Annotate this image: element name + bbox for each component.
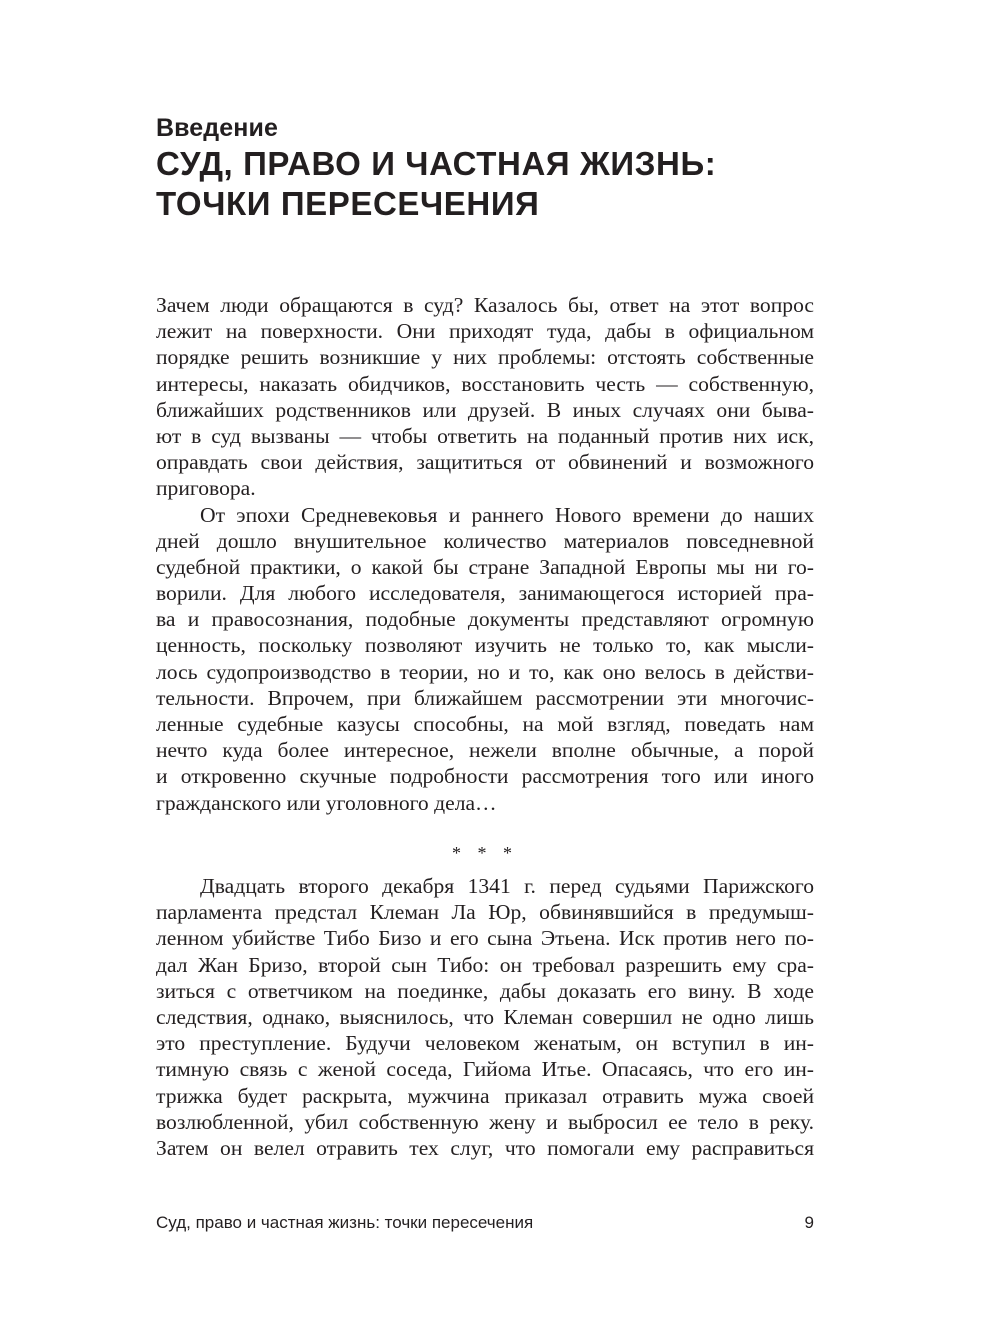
- text-line: ближайших родственников или друзей. В иных случаях они быва-: [156, 397, 814, 422]
- text-line: Двадцать второго декабря 1341 г. перед судьями Парижского: [200, 874, 814, 898]
- text-line: дал Жан Бризо, второй сын Тибо: он требовал разрешить ему сра-: [156, 952, 814, 977]
- text-line: порядке решить возникшие у них проблемы: отстоять собственные: [156, 345, 814, 370]
- text-line: и откровенно скучные подробности рассмотрения того или иного: [156, 764, 814, 789]
- running-title: Суд, право и частная жизнь: точки пересечения: [156, 1213, 534, 1232]
- text-line: трижка будет раскрыта, мужчина приказал отравить мужа своей: [156, 1083, 814, 1108]
- text-line: парламента предстал Клеман Ла Юр, обвинявшийся в предумыш-: [156, 900, 814, 925]
- text-line: следствия, однако, выяснилось, что Клеман совершил не одно лишь: [156, 1004, 814, 1029]
- text-line: интересы, наказать обидчиков, восстановить честь — собственную,: [156, 371, 814, 396]
- text-line: лось судопроизводство в теории, но и то, как оно велось в действи-: [156, 659, 814, 684]
- text-line: гражданского или уголовного дела…: [156, 790, 497, 815]
- body-section-2: [156, 873, 814, 1161]
- text-line: судебной практики, о какой бы стране Западной Европы мы ни го-: [156, 554, 814, 579]
- text-line: тимную связь с женой соседа, Гийома Итье. Опасаясь, что его ин-: [156, 1057, 814, 1082]
- text-line: ленном убийстве Тибо Бизо и его сына Этьена. Иск против него по-: [156, 926, 814, 951]
- text-line: ют в суд вызваны — чтобы ответить на поданный против них иск,: [156, 423, 814, 448]
- text-line: дней дошло внушительное количество материалов повседневной: [156, 528, 814, 553]
- text-line: ворили. Для любого исследователя, занимающегося историей пра-: [156, 581, 814, 606]
- text-line: От эпохи Средневековья и раннего Нового времени до наших: [200, 502, 814, 527]
- text-line: нечто куда более интересное, нежели вполне обычные, а порой: [156, 738, 814, 763]
- text-line: приговора.: [156, 476, 256, 501]
- text-line: Затем он велел отравить тех слуг, что помогали ему расправиться: [156, 1135, 814, 1160]
- text-line: тельности. Впрочем, при ближайшем рассмотрении эти многочис-: [156, 685, 814, 710]
- section-separator: * * *: [452, 843, 518, 863]
- text-line: ценность, поскольку позволяют изучить не только то, как мысли-: [156, 633, 814, 658]
- text-line: Зачем люди обращаются в суд? Казалось бы, ответ на этот вопрос: [156, 293, 814, 317]
- chapter-title-line-2: ТОЧКИ ПЕРЕСЕЧЕНИЯ: [156, 185, 540, 222]
- body-section-1: [156, 292, 814, 816]
- text-line: ва и правосознания, подобные документы представляют огромную: [156, 607, 814, 632]
- page-number: 9: [804, 1213, 814, 1232]
- text-line: ленные судебные казусы способны, на мой взгляд, поведать нам: [156, 712, 814, 736]
- text-line: это преступление. Будучи человеком женатым, он вступил в ин-: [156, 1031, 814, 1056]
- text-line: зиться с ответчиком на поединке, дабы доказать его вину. В ходе: [156, 978, 814, 1003]
- text-line: оправдать свои действия, защититься от обвинений и возможного: [156, 450, 814, 475]
- text-line: возлюбленной, убил собственную жену и выбросил ее тело в реку.: [156, 1109, 814, 1134]
- chapter-title-line-1: СУД, ПРАВО И ЧАСТНАЯ ЖИЗНЬ:: [156, 145, 717, 182]
- chapter-heading: [156, 112, 856, 224]
- text-line: лежит на поверхности. Они приходят туда, дабы в официальном: [156, 319, 814, 344]
- chapter-kicker: Введение: [156, 114, 278, 142]
